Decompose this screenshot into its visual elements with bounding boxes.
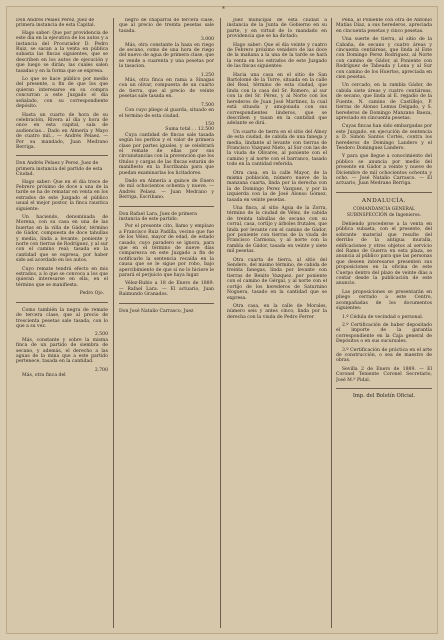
paragraph: Una suerte de tierra, al sitio de la Cabaña, de secano y cuatro áreas y cincuenta centiáreas, que linda al Este con Domingo Perez Rodriguez, al Norte con camino de Gádor, al Poniente con Rodríguez de Tabeada y Lena y al Sur con camino de los Huertos, apreciada en cien pesetas. <box>336 37 432 81</box>
paragraph: Un haciendo, denominada de Morena, con su casa en una de las huertas en la villa de Gádor, término de Gádor, compuesta de doce tahullas y media, linda a levante, poniente y norte con tierras de Rodríguez, y al sur con el camino real; tasada en la cantidad que se expresa, por haber sido así acordado en los autos. <box>16 215 108 264</box>
divider <box>119 206 214 207</box>
paragraph: 3.º Certificación de práctica en el arte de construcción, o sea de maestro de obras. <box>336 347 432 364</box>
column-3 <box>227 18 327 628</box>
paragraph: Con cuyo pliego al guarda, situado en el termino de esta ciudad. <box>119 108 214 119</box>
paragraph: Vélez-Rubio a 18 de Enero de 1889. — Rafael Lara. — El actuario, Juan Raimundo Granados. <box>119 281 214 298</box>
paragraph: Hago saber: Que el día veinte y cuatro de Febrero próximo venidero de las doce de la mañana a la una de la tarde se hará la venta en los estrados de este Juzgado de las fincas siguientes: <box>227 42 327 70</box>
paragraph: Debiendo procederse a la venta en pública subasta, con el presente, del sobrante material que resulte del derribo de la antigua muralla, edificaciones y otros objetos al servicio del Ramo de Guerra en esta plaza, se anuncia al público para que las personas que deseen interesarse presenten sus proposiciones en la oficina de este Cuerpo dentro del plazo de veinte días a contar desde la publicación de este anuncio. <box>336 222 432 287</box>
column-2 <box>119 18 214 628</box>
section-title: ANDALUCÍA. <box>361 197 407 204</box>
page-mark: * <box>222 6 225 13</box>
paragraph: Sevilla 2 de Enero de 1889. — El Coronel Teniente Coronel Secretario, José M.ª Pidal. <box>336 366 432 383</box>
paragraph: Dado en Almería a quince de Enero de mil ochocientos ochenta y nueve. — Andrés Pelaez. — Juan Medrano y Berriga, Escribano. <box>119 178 214 201</box>
paragraph: Más, otra finca del <box>22 373 66 379</box>
amount: 2.500 <box>94 332 108 338</box>
paragraph: Como también la negra de remate de tercera clase, que al precio de trescienta pesetas sale tasada, con lo que a su vez. <box>16 307 108 329</box>
divider <box>336 192 432 193</box>
column-rule <box>113 18 114 628</box>
paragraph: Hacia una casa en el sitio de San Bartolomé de la Torre, situada en la calle del Real, término de esta ciudad, que linda con la casa del Sr. Romero, al sur con la del Sr. Pérez, y al Norte con los herederos de Juan José Martinez, la cual está situada y amojonada con sus correspondientes linderos, que se describen y tasan en la cantidad que adelante se dirá. <box>227 72 327 127</box>
paragraph: Por el presente cito, llamo y emplazo a Francisco Ruiz Padilla, vecino que fue de los Vélez, mayor de edad, de estado casado, cuyo paradero se ignora, para que en el término de nueve días comparezca en este Juzgado a fin de notificarle la sentencia recaída en la causa que se le sigue por robo, bajo apercibimiento de que si no lo hiciere le parará el perjuicio que haya lugar. <box>119 224 214 279</box>
amount: 1.250 <box>200 72 214 78</box>
amount: 150 <box>205 121 214 127</box>
paragraph: Las proposiciones se presentarán en pliego cerrado a este Centro, acompañadas de los documentos siguientes: <box>336 289 432 312</box>
newspaper-page <box>6 6 438 634</box>
divider <box>119 303 214 304</box>
divider <box>16 155 108 156</box>
paragraph: Hago saber: Que por providencia de este dia en la ejecutiva de los autos y a instancia del Procurador D. Pedro Ruiz, se sacan a la venta en pública subasta las fincas siguientes, que se describen en los autos de ejecución y que luego se dirán; las cuales salen tasadas y en la forma que se expresa. <box>16 30 108 74</box>
paragraph: Cuya cantidad de fincas sale tasada según los peritos y el valor de primera clase por partes iguales, y se celebrará el remate de ellas por sus circunstancias con la prevención que los títulos y cargas de las fincas estarán de manifiesto en la Escribanía para que puedan examinarlas los licitadores. <box>119 132 214 176</box>
paragraph: Cuyo remate tendrá efecto en mis estrados, a lo que se convoca a los que quieran interesarse en ella, en el término que se manifiesta. <box>16 266 108 288</box>
paragraph: Una finca, al sitio Agua de la Zorra, término de la ciudad de Vélez, de cabida de treinta tahullas de secano con su corral, casa, cortijo y árboles frutales, que linda por levante con el camino de Gádor, por poniente con tierras de la viuda de Francisco Carmona, y al norte con la rambla de Gádor, tasada en veinte y siete mil pesetas. <box>227 206 327 255</box>
paragraph: Más, otra constante la haza en riego de secano, como de una hora de riego del nuevo de agua de primera clase, que se vende a cuarenta y una pesetas por la tasacion. <box>119 42 214 70</box>
paragraph: Juez municipal de esta ciudad a instancia de la Junta de Gobierno en su parte, y en virtud de lo mandado en providencia que se ha dictado. <box>227 18 327 40</box>
amount: 3.000 <box>200 37 214 43</box>
printer-footer: Imp. del Boletín Oficial. <box>352 393 416 400</box>
paragraph: Cuyas fincas han sido embargadas por este Juzgado, en ejecución de sentencia a D. Simón Santos Cortés, contra los herederos de Domingo Landero y el Teodoro Dominguez Landero. <box>336 124 432 151</box>
notice-heading: Don José Natalio Carrasco, Juez <box>119 308 194 314</box>
paragraph: Otra cuarta de tierra, al sitio del Sendero, del mismo término, de cabida de treinta fanegas, linda por levante con tierras de Benito Vazquez, por poniente con el camino de Gérgal, y al norte con el cortijo de los herederos de Saturnino Noguera, tasado en la cantidad que se expresa. <box>227 257 327 301</box>
divider <box>336 388 432 389</box>
section-subtitle: COMANDANCIA GENERAL SUBINSPECCIÓN de Ingenieros. <box>347 207 421 218</box>
amount: 7.500 <box>200 102 214 108</box>
paragraph: Otra casa, en la calle Mayor, de la misma población, número nueve de la manzana cuarta, linda por la derecha con la de Domingo Perez Vazquez, y por la izquierda con la de José Alonso Gómez, tasada en veinte pesetas. <box>227 170 327 203</box>
paragraph: Un cuarto de tierra en el sitio del Alnoy de esta ciudad, de cabida de una fanega y media, lindante al levante con tierras de Francisco Vazquez Nieto, al Sur con las de la viuda de Olivares, al poniente con el camino y al norte con el barranco, tasado todo en la cantidad referida. <box>227 129 327 168</box>
column-4 <box>336 18 432 628</box>
paragraph: Hasta un cuarto de hora de su celebración, Rivera al día y hora de once en esta capital, sala de audiencias... Dado en Almería y Mayo de cuatro mil... — Andrés Pelaez. — Por su mandado, Juan Medrano Berriga. <box>16 112 108 150</box>
signature: Pedro Ojo. <box>79 291 104 297</box>
paragraph: Y para que llegue a conocimiento del público se anuncia por medio del presente en Gádor a veinte y nueve de Diciembre de mil ochocientos ochenta y ocho. — José Natalio Carrasco. — El actuario, Juan Medrano Berriga. <box>336 154 432 187</box>
paragraph: Lo que se hace público por medio del presente, a fin de que los que quieran interesarse en su compra concurran a este Juzgado el día señalado, con su correspondiente depósito. <box>16 77 108 110</box>
column-rule <box>220 18 221 628</box>
paragraph: 2.º Certificación de haber depositado el importe de la garantía correspondiente en la Caja general de Depósitos o en sus sucursales. <box>336 322 432 345</box>
paragraph: Hago saber: Que en el día trece de Febrero próximo de doce a una de la tarde se ha de rematar en venta en los estrados de este Juzgado el público usual el mejor postor, la finca raustica siguiente: <box>16 179 108 212</box>
paragraph: Más, otra finca en rama a Sínagas con un olivar, compuesta de un cuarto de tierra, que al precio de veinte pesetas sale tasada en. <box>119 78 214 100</box>
total-amount: Suma total . . 12.500 <box>165 127 214 133</box>
amount: 2.700 <box>94 367 108 373</box>
notice-heading: Don Andrés Pelaez Perez, Juez de primera instancia de esta Capital. <box>16 18 96 29</box>
notice-heading: Don Rafael Lara, Juez de primera instancia de este partido. <box>119 211 198 222</box>
paragraph: 1.º Cédula de vecindad o personal. <box>342 314 424 320</box>
paragraph: Peña, al Poniente con otra de Antonio Matías Díaz, a sus herederos, apreciada en cincuenta pesetas y cinco pesetas. <box>336 18 432 34</box>
divider <box>16 302 108 303</box>
column-rule <box>331 18 332 628</box>
paragraph: Más, constante y sobre la misma finca de un partido de siembra de secano, y además, el derecho a las aguas de la mina que a este partido pertenece, tasada en la cantidad. <box>16 337 108 365</box>
column-1 <box>16 18 108 628</box>
notice-heading: Don Andrés Pelaez y Perez, Juez de primera instancia del partido de esta Ciudad. <box>16 161 103 178</box>
paragraph: Otra casa, en la calle de Morales, número seis y antes cinco, linda por la derecha con la viuda de Pedro Ferrer <box>227 303 327 320</box>
paragraph: Un cercado, en la rambla Gádor, de cabida siete áreas y cuatro centiáreas, de secano, que linda al E. regadío de la Fuente, N. camino de Castillejo, P. tierras de Alonso Lemus Delgado, y S. herederos de Domingo Manzano Baeza, apreciado en cincuenta pesetas. <box>336 83 432 121</box>
paragraph: negro de chaparral de tercera clase, que al precio de treinta pesetas sale tasada. <box>119 18 214 34</box>
